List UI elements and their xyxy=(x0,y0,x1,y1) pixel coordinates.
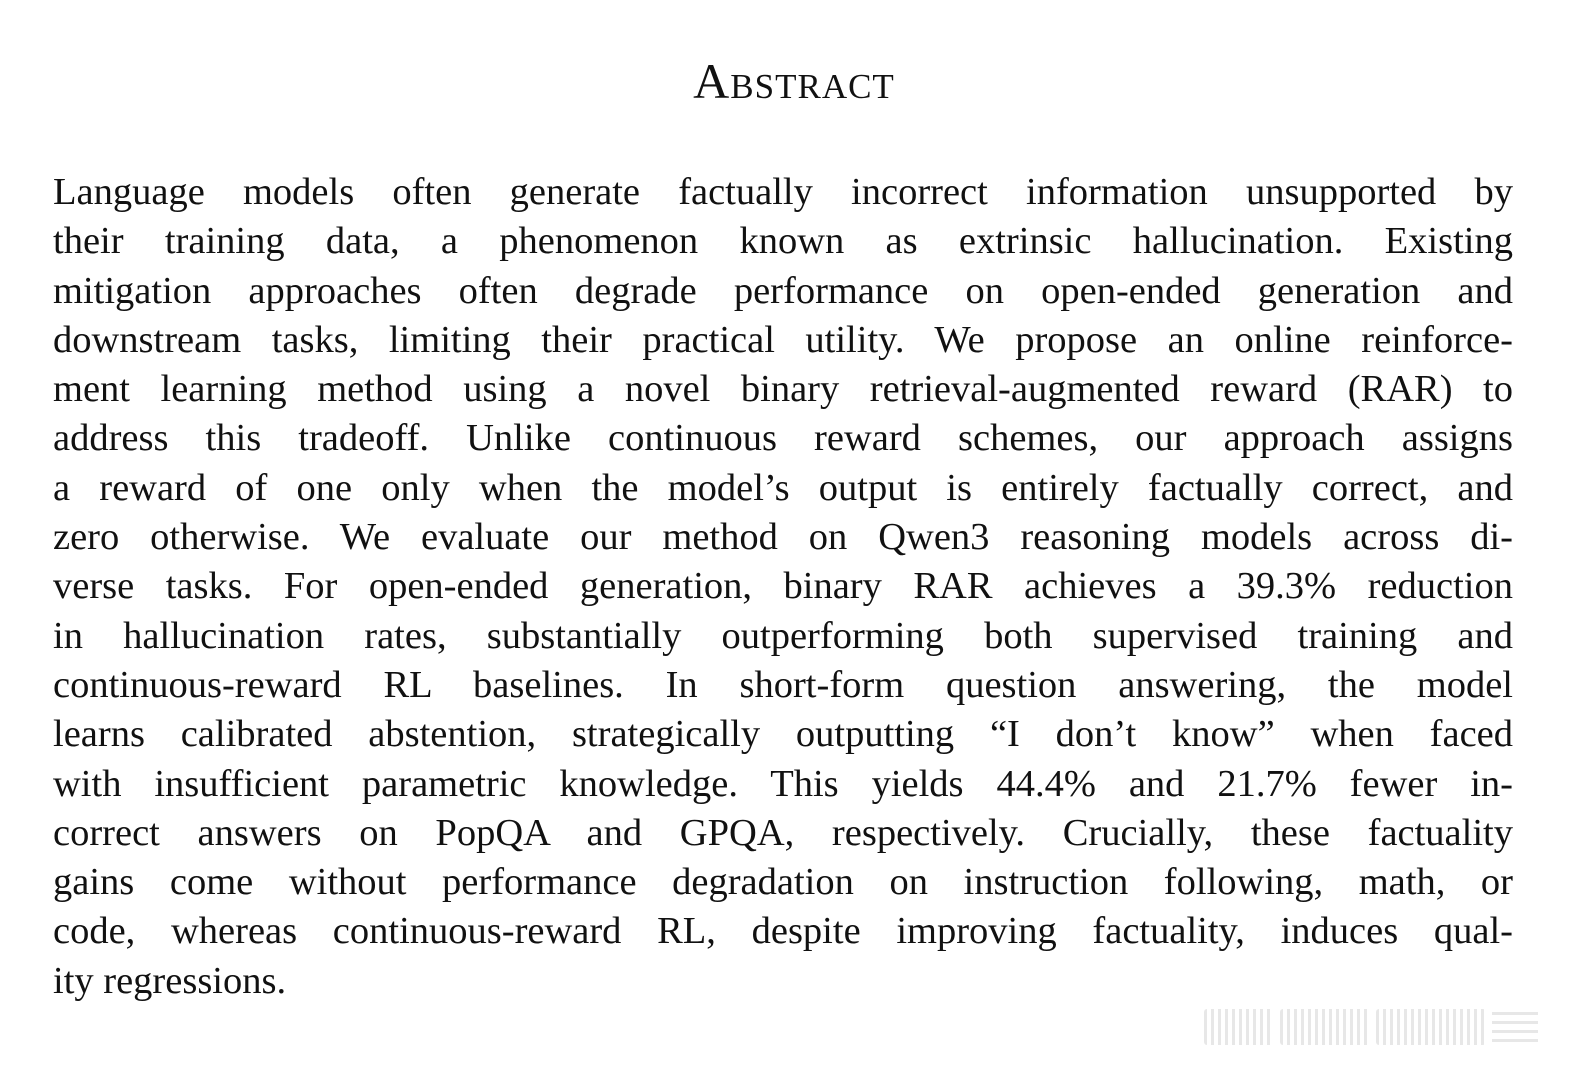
abstract-line: learns calibrated abstention, strategically outputting “I don’t know” when faced xyxy=(53,713,1513,756)
watermark-logo xyxy=(1204,1004,1554,1050)
abstract-line: their training data, a phenomenon known as extrinsic hallucination. Existing xyxy=(53,220,1513,263)
abstract-line: verse tasks. For open-ended generation, binary RAR achieves a 39.3% reduction xyxy=(53,565,1513,608)
abstract-line: address this tradeoff. Unlike continuous reward schemes, our approach assigns xyxy=(53,417,1513,460)
abstract-line: zero otherwise. We evaluate our method on Qwen3 reasoning models across di- xyxy=(53,516,1513,559)
abstract-line: gains come without performance degradation on instruction following, math, or xyxy=(53,861,1513,904)
abstract-line: Language models often generate factually incorrect information unsupported by xyxy=(53,171,1513,213)
abstract-line: correct answers on PopQA and GPQA, respectively. Crucially, these factuality xyxy=(53,811,1513,854)
abstract-line: code, whereas continuous-reward RL, despite improving factuality, induces qual- xyxy=(53,910,1513,953)
abstract-heading: Abstract xyxy=(693,53,895,109)
abstract-line: ment learning method using a novel binary retrieval-augmented reward (RAR) to xyxy=(53,368,1513,411)
watermark-block xyxy=(1376,1009,1486,1045)
abstract-line: continuous-reward RL baselines. In short-form question answering, the model xyxy=(53,663,1513,706)
abstract-line: a reward of one only when the model’s output is entirely factually correct, and xyxy=(53,466,1513,509)
abstract-line: downstream tasks, limiting their practical utility. We propose an online reinforce- xyxy=(53,318,1513,361)
abstract-line-last: ity regressions. xyxy=(53,959,287,1002)
watermark-block xyxy=(1280,1009,1370,1045)
abstract-body xyxy=(53,168,1513,1006)
watermark-lines-icon xyxy=(1492,1012,1538,1042)
abstract-line: with insufficient parametric knowledge. This yields 44.4% and 21.7% fewer in- xyxy=(53,762,1513,805)
abstract-line: in hallucination rates, substantially outperforming both supervised training and xyxy=(53,614,1513,657)
watermark-block xyxy=(1204,1009,1274,1045)
abstract-line: mitigation approaches often degrade performance on open-ended generation and xyxy=(53,269,1513,312)
